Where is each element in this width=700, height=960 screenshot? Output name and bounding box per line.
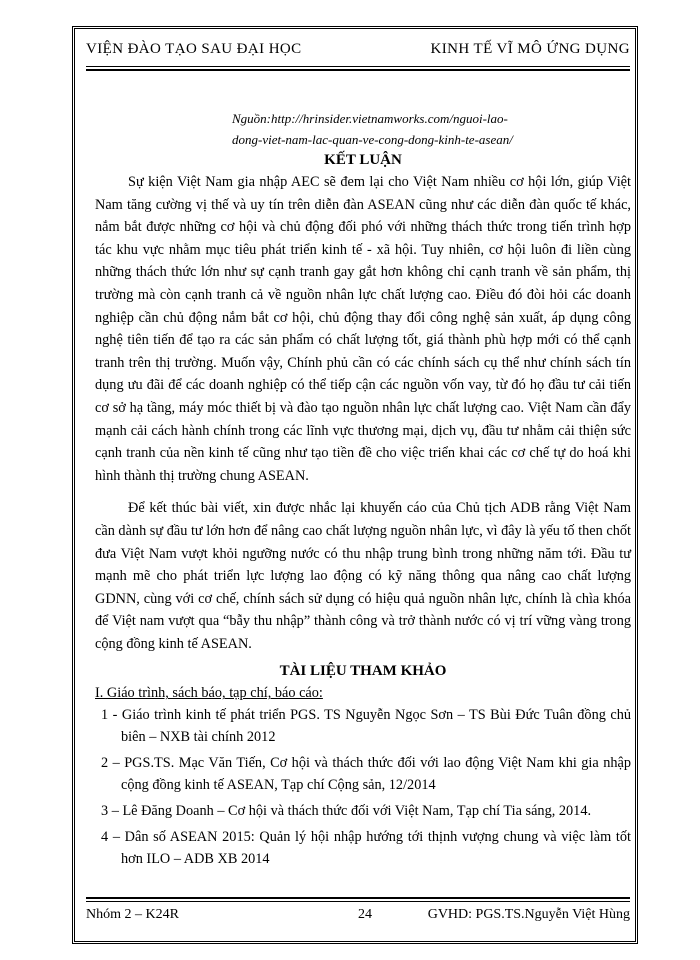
header-institute: VIỆN ĐÀO TẠO SAU ĐẠI HỌC	[86, 41, 302, 57]
source-line-1: Nguồn:http://hrinsider.vietnamworks.com/nguoi-lao-	[232, 111, 508, 126]
page-number: 24	[358, 907, 372, 922]
references-section-title: I. Giáo trình, sách báo, tạp chí, báo cáo:	[95, 685, 323, 702]
page-header	[86, 41, 630, 65]
footer-rule-thick	[86, 897, 630, 899]
reference-item: 2 – PGS.TS. Mạc Văn Tiến, Cơ hội và thách thức đối với lao động Việt Nam khi gia nhập cộng đồng kinh tế ASEAN, Tạp chí Cộng sản, 12/2014	[101, 755, 631, 794]
document-body	[95, 108, 631, 870]
reference-item: 3 – Lê Đăng Doanh – Cơ hội và thách thức đối với Việt Nam, Tạp chí Tia sáng, 2014.	[101, 803, 592, 820]
header-course: KINH TẾ VĨ MÔ ỨNG DỤNG	[430, 41, 630, 57]
footer-supervisor: GVHD: PGS.TS.Nguyễn Việt Hùng	[427, 907, 630, 922]
source-citation	[95, 108, 631, 150]
reference-item: 4 – Dân số ASEAN 2015: Quản lý hội nhập hướng tới thịnh vượng chung và việc làm tốt hơn ILO – ADB XB 2014	[101, 829, 631, 868]
references-heading: TÀI LIỆU THAM KHẢO	[279, 663, 447, 680]
footer-group: Nhóm 2 – K24R	[86, 907, 179, 922]
reference-item: 1 - Giáo trình kinh tế phát triển PGS. TS Nguyễn Ngọc Sơn – TS Bùi Đức Tuân đồng chủ biên – NXB tài chính 2012	[101, 707, 631, 746]
header-rule-thick	[86, 69, 630, 71]
conclusion-paragraph-2: Để kết thúc bài viết, xin được nhắc lại khuyến cáo của Chủ tịch ADB rằng Việt Nam cần dành sự đầu tư lớn hơn để nâng cao chất lượng nguồn nhân lực, vì đây là yếu tố then chốt đưa Việt Nam vượt khỏi ngưỡng nước có thu nhập trung bình trong những năm tới. Đầu tư mạnh mẽ cho phát triển lực lượng lao động có kỹ năng thông qua nâng cao chất lượng GDNN, cùng với cơ chế, chính sách sử dụng có hiệu quả nguồn nhân lực, chính là chìa khóa để Việt nam vượt qua “bẫy thu nhập” thành công và trở thành nước có vị trí vững vàng trong cộng đồng kinh tế ASEAN.	[95, 500, 631, 652]
source-line-2: dong-viet-nam-lac-quan-ve-cong-dong-kinh-te-asean/	[232, 132, 513, 147]
footer-rule	[86, 901, 630, 902]
conclusion-heading: KẾT LUẬN	[324, 152, 402, 168]
conclusion-paragraph-1: Sự kiện Việt Nam gia nhập AEC sẽ đem lại cho Việt Nam nhiều cơ hội lớn, giúp Việt Nam tăng cường vị thế và uy tín trên diễn đàn ASEAN cũng như các diễn đàn quốc tế khác, nắm bắt được những cơ hội và chủ động đối phó với những thách thức trong tiến trình hợp tác khu vực nhằm mục tiêu phát triển kinh tế - xã hội. Tuy nhiên, cơ hội luôn đi liền cùng những thách thức lớn như sự cạnh tranh gay gắt hơn không chỉ cạnh tranh về sản phẩm, thị trường mà còn cạnh tranh cả về nguồn nhân lực chất lượng cao. Điều đó đòi hỏi các doanh nghiệp cần chủ động nắm bắt cơ hội, chủ động thay đổi công nghệ sản xuất, áp dụng công nghệ tiên tiến để tạo ra các sản phẩm có chất lượng tốt, giá thành phù hợp mới có thể cạnh tranh trên thị trường. Muốn vậy, Chính phủ cần có các chính sách cụ thể như chính sách tín dụng ưu đãi để các doanh nghiệp có thể tiếp cận các nguồn vốn vay, từ đó họ đầu tư cải tiến cơ sở hạ tầng, máy móc thiết bị và đào tạo nguồn nhân lực chất lượng cao. Việt Nam cần đẩy mạnh cải cách hành chính trong các lĩnh vực thương mại, dịch vụ, đầu tư nhằm cải thiện sức cạnh tranh của nền kinh tế cũng như tạo tiền đề cho việc triển khai các cơ chế tự do hoá khi hình thành thị trường chung ASEAN.	[95, 174, 631, 484]
header-rule	[86, 66, 630, 67]
